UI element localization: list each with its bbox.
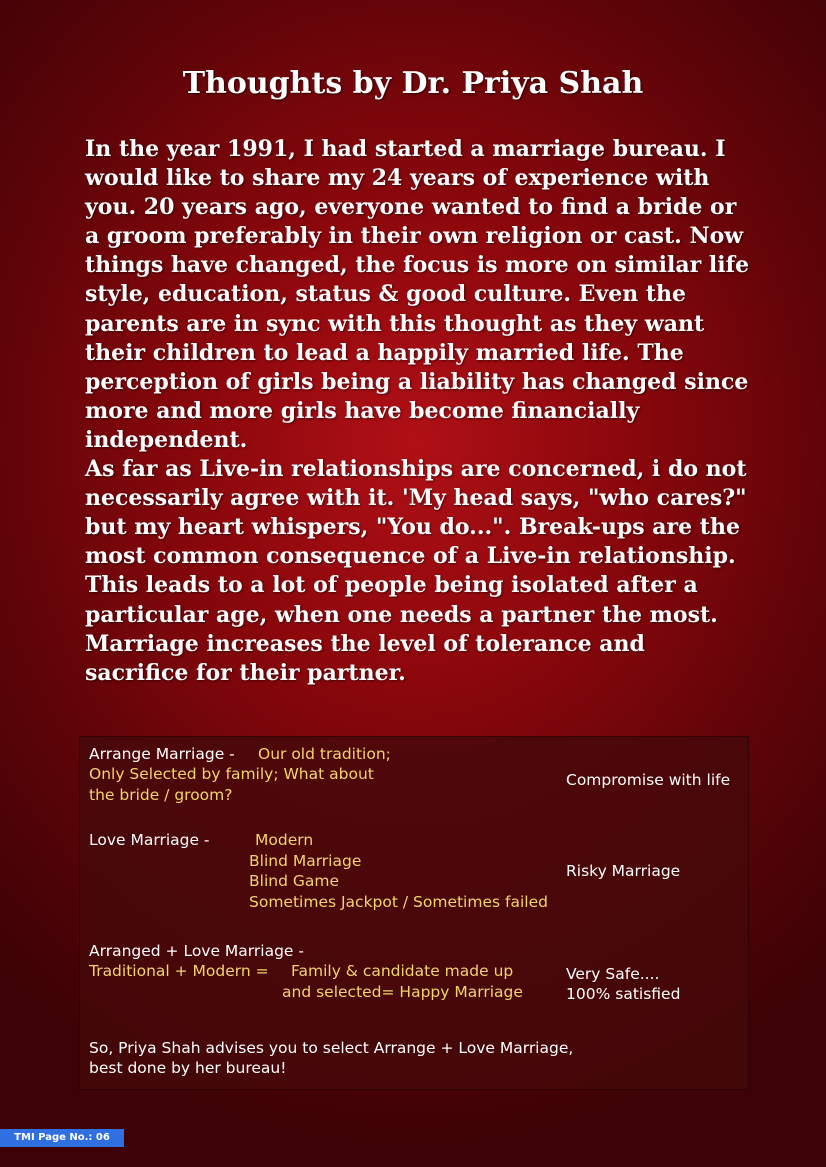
combined-line-2b: Family & candidate made up bbox=[291, 962, 514, 980]
article-body bbox=[85, 135, 750, 688]
arrange-verdict: Compromise with life bbox=[566, 771, 731, 789]
love-label: Love Marriage - bbox=[89, 831, 210, 849]
arrange-label: Arrange Marriage - bbox=[89, 745, 235, 763]
love-verdict: Risky Marriage bbox=[566, 862, 681, 880]
love-line-4: Sometimes Jackpot / Sometimes failed bbox=[249, 893, 548, 911]
combined-label: Arranged + Love Marriage - bbox=[89, 942, 304, 960]
paragraph-2: As far as Live-in relationships are concerned, i do not necessarily agree with it. 'My head says, "who cares?" but my heart whispers, "You do...". Break-ups are the most common consequence of a Live-in relationship. This leads to a lot of people being isolated after a particular age, when one needs a partner the most. Marriage increases the level of tolerance and sacrifice for their partner. bbox=[85, 456, 747, 686]
arrange-line-2: Only Selected by family; What about bbox=[89, 765, 374, 783]
love-line-1: Modern bbox=[255, 831, 314, 849]
advice-line-1: So, Priya Shah advises you to select Arrange + Love Marriage, bbox=[89, 1039, 574, 1057]
combined-line-3: and selected= Happy Marriage bbox=[282, 983, 523, 1001]
combined-verdict-1: Very Safe.... bbox=[566, 965, 660, 983]
advice-line-2: best done by her bureau! bbox=[89, 1059, 287, 1077]
love-line-2: Blind Marriage bbox=[249, 852, 362, 870]
combined-line-2a: Traditional + Modern = bbox=[89, 962, 269, 980]
page-title: Thoughts by Dr. Priya Shah bbox=[182, 66, 644, 101]
marriage-comparison-box bbox=[79, 736, 749, 1090]
combined-verdict-2: 100% satisfied bbox=[566, 985, 681, 1003]
arrange-line-3: the bride / groom? bbox=[89, 786, 233, 804]
love-line-3: Blind Game bbox=[249, 872, 339, 890]
page-number-badge: TMI Page No.: 06 bbox=[0, 1129, 124, 1147]
paragraph-1: In the year 1991, I had started a marriage bureau. I would like to share my 24 years of experience with you. 20 years ago, everyone wanted to find a bride or a groom preferably in their own religion or cast. Now things have changed, the focus is more on similar life style, education, status & good culture. Even the parents are in sync with this thought as they want their children to lead a happily married life. The perception of girls being a liability has changed since more and more girls have become financially independent. bbox=[85, 136, 750, 453]
arrange-line-1: Our old tradition; bbox=[258, 745, 391, 763]
